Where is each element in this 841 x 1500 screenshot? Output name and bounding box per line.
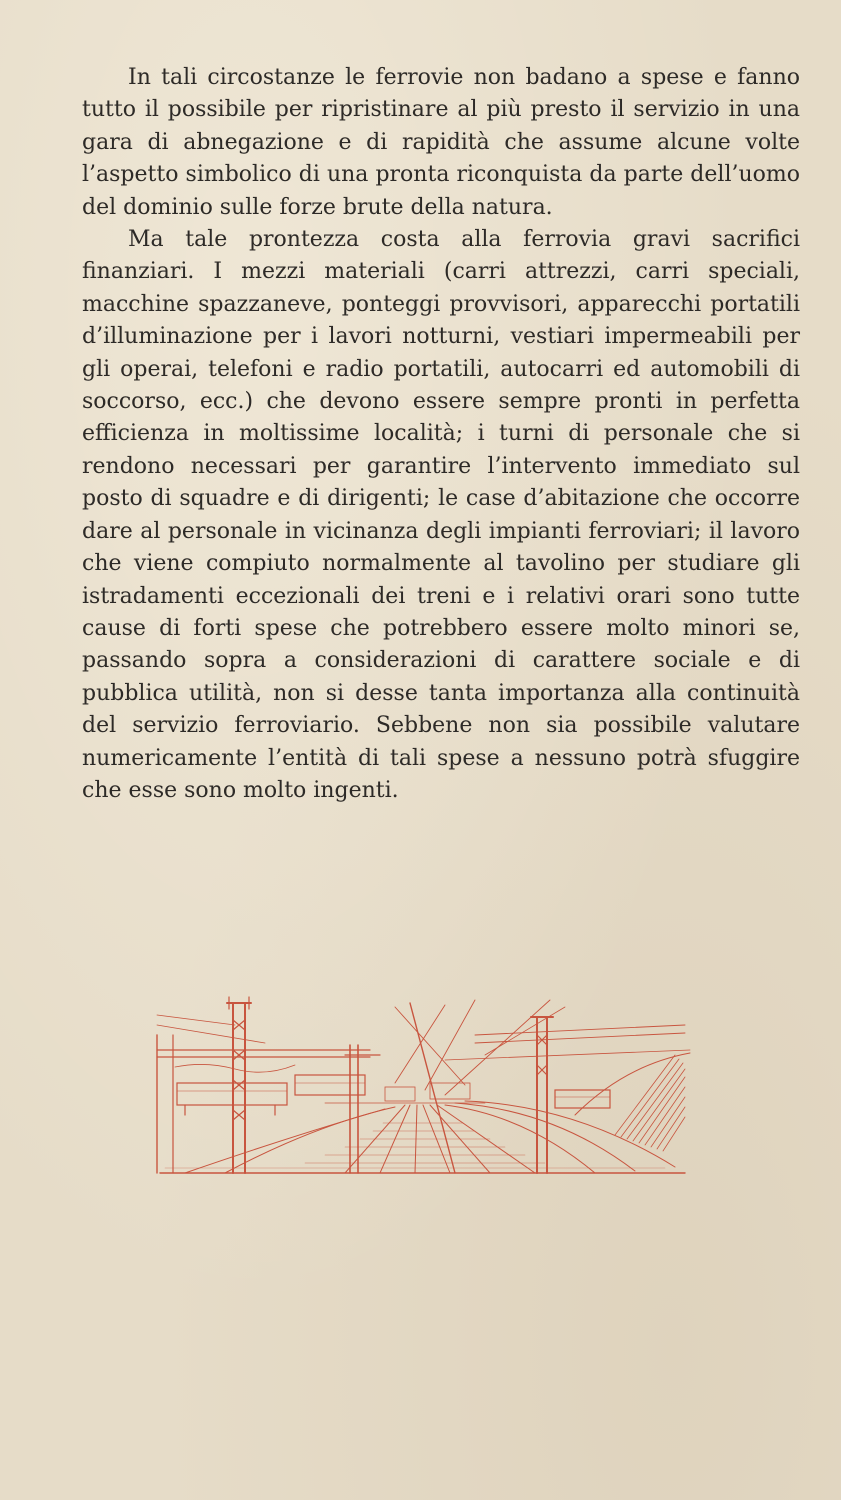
body-text	[82, 62, 800, 807]
pylon-left-icon	[227, 997, 251, 1173]
railway-yard-illustration-icon	[145, 995, 700, 1180]
paragraph-2: Ma tale prontezza costa alla ferrovia gravi sacrifici finanziari. I mezzi materiali (carri attrezzi, carri speciali, macchine spazzaneve, ponteggi provvisori, apparecchi portatili d’illuminazione per i lavori notturni, vestiari impermeabili per gli operai, telefoni e radio portatili, autocarri ed automobili di soccorso, ecc.) che devono essere sempre pronti in perfetta efficienza in moltissime località; i turni di personale che si rendono necessari per garantire l’intervento immediato sul posto di squadre e di dirigenti; le case d’abitazione che occorre dare al personale in vicinanza degli impianti ferroviari; il lavoro che viene compiuto normalmente al tavolino per studiare gli istradamenti eccezionali dei treni e i relativi orari sono tutte cause di forti spese che potrebbero essere molto minori se, passando sopra a considerazioni di carattere sociale e di pubblica utilità, non si desse tanta importanza alla continuità del servizio ferroviario. Sebbene non sia possibile valutare numericamente l’entità di tali spese a nessuno potrà sfuggire che esse sono molto ingenti.	[82, 227, 800, 803]
paragraph-1: In tali circostanze le ferrovie non badano a spese e fanno tutto il possibile per ripristinare al più presto il servizio in una gara di abnegazione e di rapidità che assume alcune volte l’aspetto simbolico di una pronta riconquista da parte dell’uomo del dominio sulle forze brute della natura.	[82, 65, 800, 220]
